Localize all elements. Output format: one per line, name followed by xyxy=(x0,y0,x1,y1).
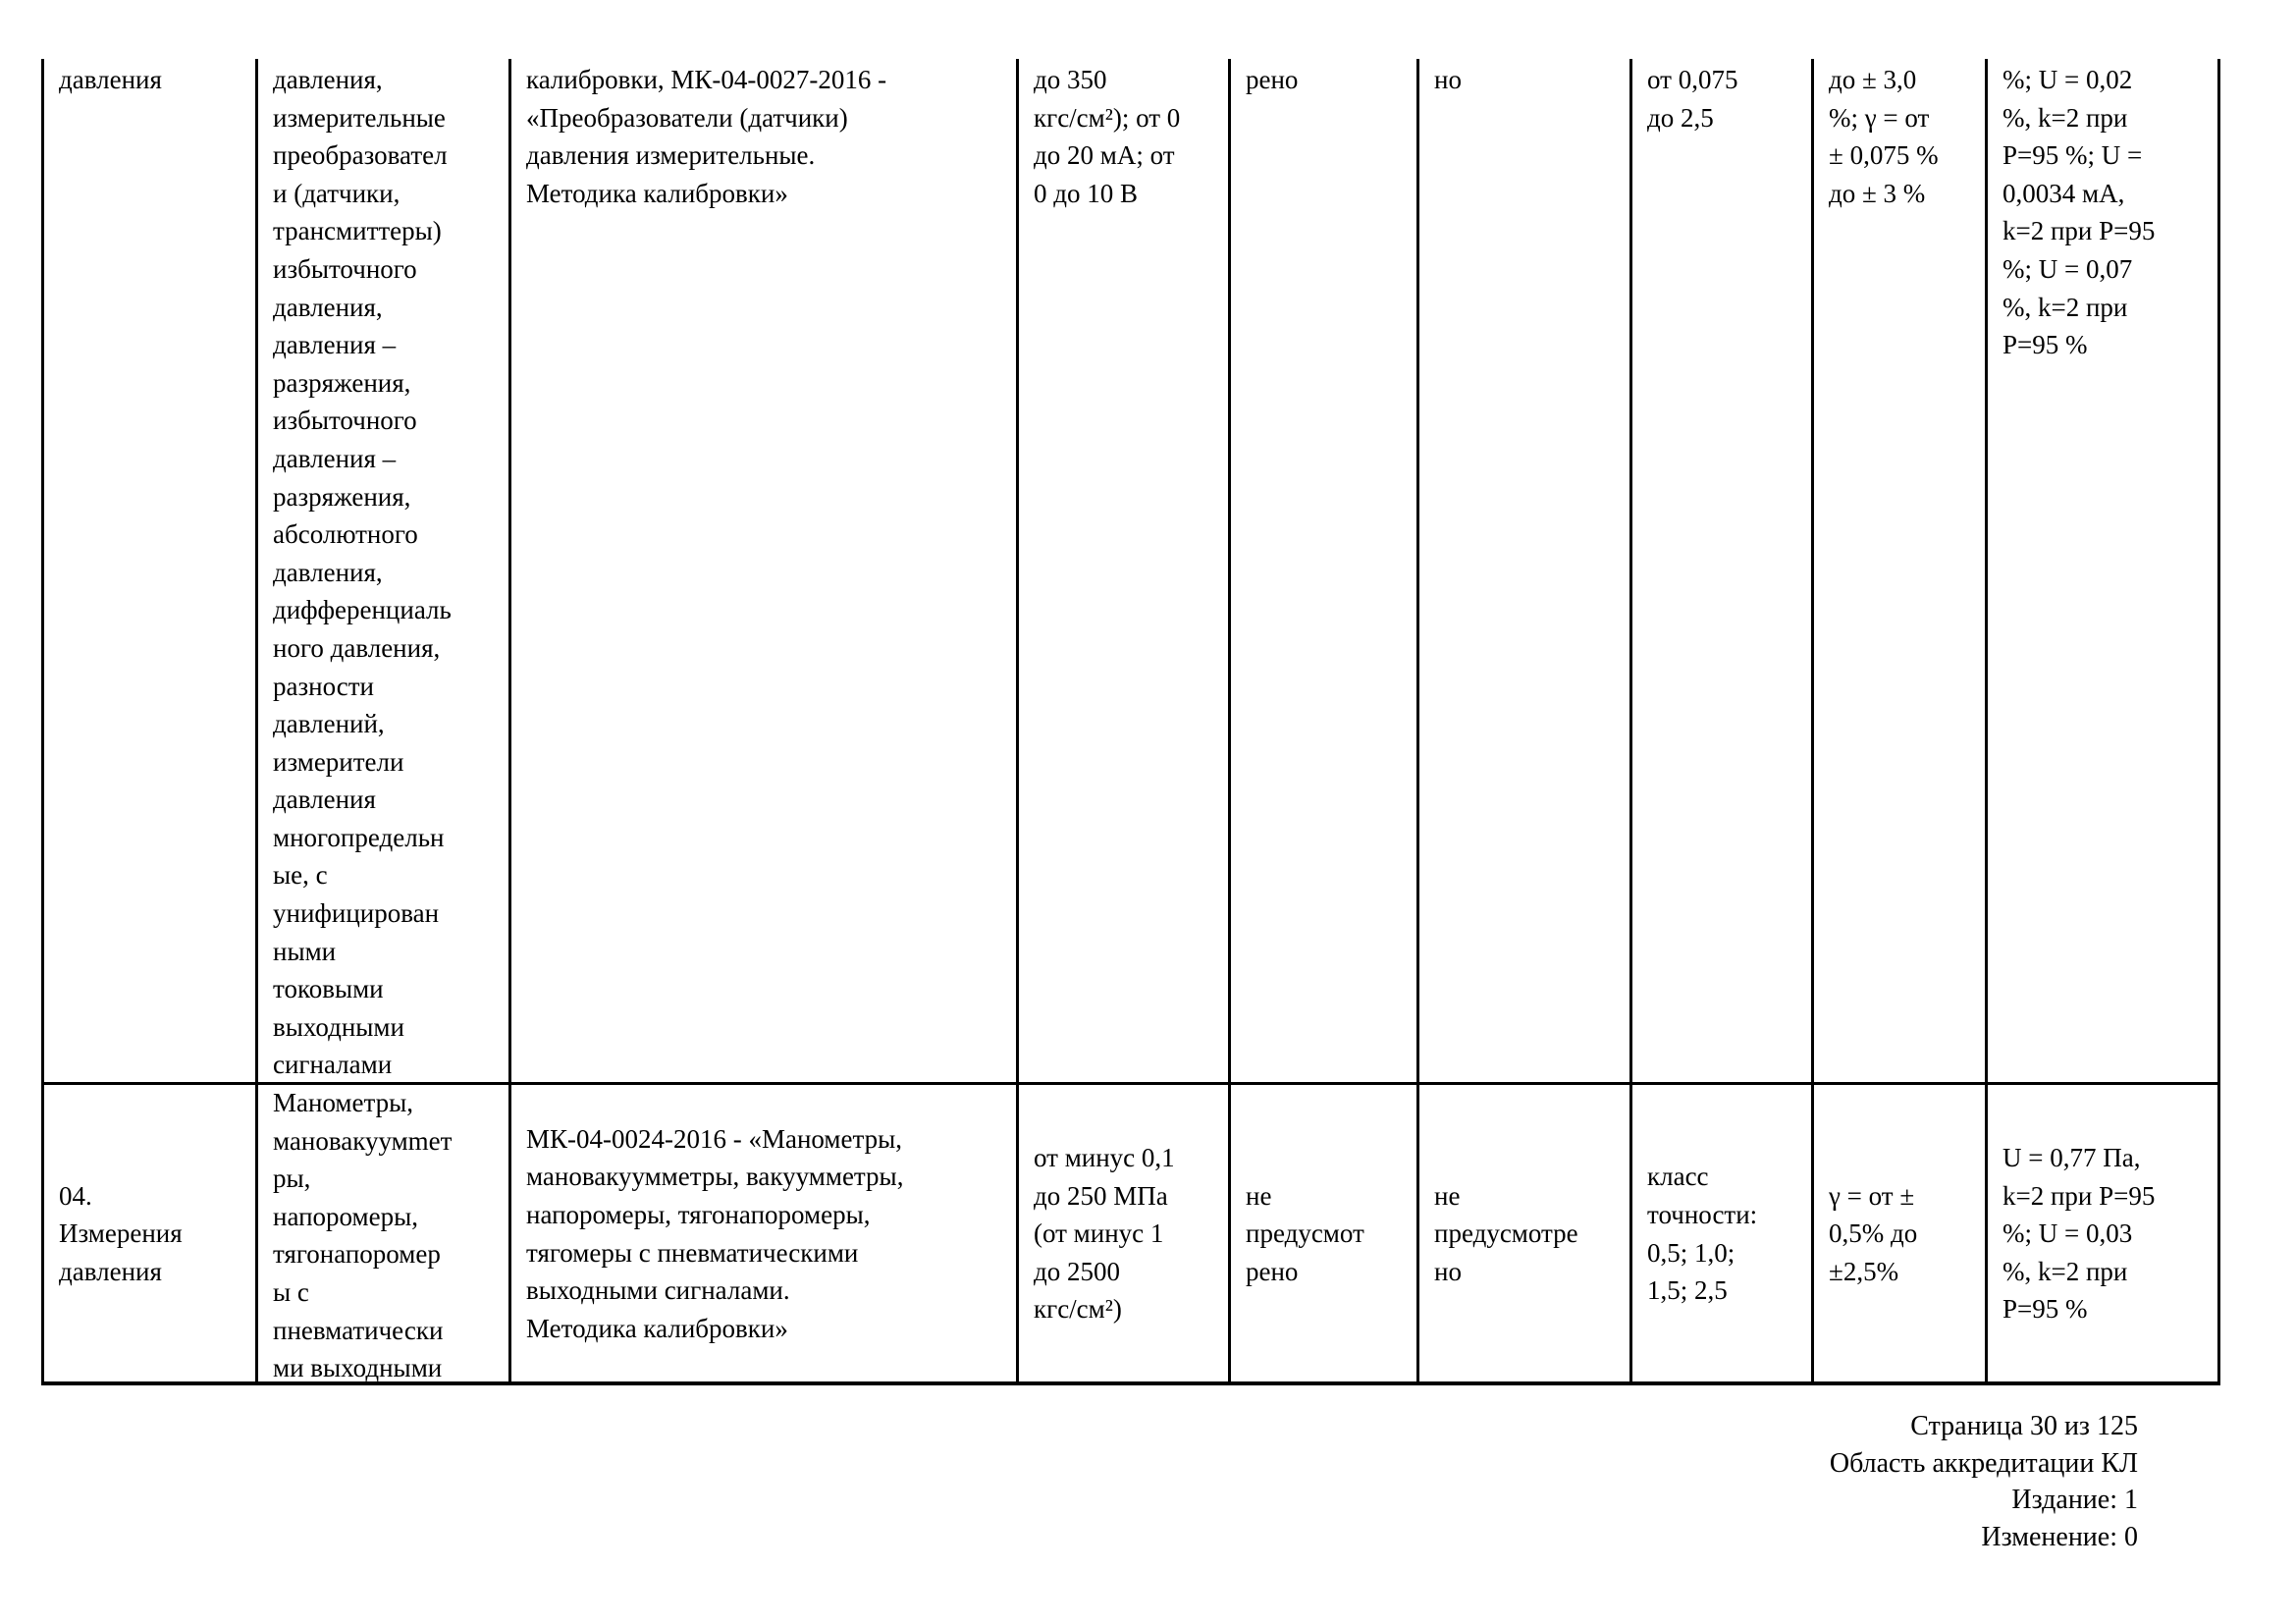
table-cell-col5 xyxy=(1231,1084,1416,1383)
table-cell-uncertainty xyxy=(1988,1084,2217,1383)
accreditation-table xyxy=(41,59,2217,1384)
cell-text: до 350 кгс/см²); от 0 до 20 мА; от 0 до 10 В xyxy=(1034,65,1181,208)
edition-number: Издание: 1 xyxy=(2011,1485,2138,1515)
cell-text: U = 0,77 Па, k=2 при P=95 %; U = 0,03 %, k=2 при P=95 % xyxy=(2002,1143,2156,1325)
cell-text: давления xyxy=(59,65,162,94)
cell-text: от 0,075 до 2,5 xyxy=(1647,65,1738,133)
table-border-right xyxy=(2217,59,2220,1384)
cell-text: от минус 0,1 до 250 МПа (от минус 1 до 2500 кгс/см²) xyxy=(1034,1143,1175,1325)
table-cell-area xyxy=(44,1084,255,1383)
table-cell-method xyxy=(511,59,1016,1082)
cell-text: Манометры, мановакуумmет ры, напоромеры, тягонапоромер ы с пневматически ми выходными xyxy=(273,1088,453,1383)
cell-text: давления, измерительные преобразовател и (датчики, трансмиттеры) избыточного давления, давления – разряжения, избыточного давления – разряжения, абсолютного давления, дифференциаль ного давления, разности давлений, измерители давления многопредельн ые, с унифицирован ными токовыми выходными сигналами xyxy=(273,65,452,1080)
table-cell-range xyxy=(1019,59,1228,1082)
table-cell-method xyxy=(511,1084,1016,1383)
cell-text: %; U = 0,02 %, k=2 при P=95 %; U = 0,0034 мА, k=2 при P=95 %; U = 0,07 %, k=2 при P=95 % xyxy=(2002,65,2156,360)
table-cell-class xyxy=(1632,59,1811,1082)
cell-text: но xyxy=(1434,65,1462,94)
document-scope: Область аккредитации КЛ xyxy=(1829,1447,2138,1479)
table-cell-col5 xyxy=(1231,59,1416,1082)
cell-text: не предусмотре но xyxy=(1434,1180,1578,1286)
table-cell-col6 xyxy=(1419,1084,1629,1383)
cell-text: не предусмот рено xyxy=(1246,1180,1364,1286)
table-cell-uncertainty xyxy=(1988,59,2217,1082)
table-cell-error xyxy=(1814,1084,1985,1383)
cell-text: класс точности: 0,5; 1,0; 1,5; 2,5 xyxy=(1647,1162,1758,1306)
cell-text: до ± 3,0 %; γ = от ± 0,075 % до ± 3 % xyxy=(1829,65,1939,208)
cell-text: калибровки, МК-04-0027-2016 - «Преобразователи (датчики) давления измерительные. Методика калибровки» xyxy=(526,65,887,208)
cell-text: рено xyxy=(1246,65,1299,94)
cell-text: 04. Измерения давления xyxy=(59,1180,183,1286)
table-cell-object xyxy=(258,59,508,1082)
table-cell-col6 xyxy=(1419,59,1629,1082)
cell-text: МК-04-0024-2016 - «Манометры, мановакуумметры, вакуумметры, напоромеры, тягонапоромеры, тягомеры с пневматическими выходными сигналами. Методика калибровки» xyxy=(526,1123,904,1343)
table-cell-error xyxy=(1814,59,1985,1082)
table-cell-class xyxy=(1632,1084,1811,1383)
table-cell-object xyxy=(258,1084,508,1383)
cell-text: γ = от ± 0,5% до ±2,5% xyxy=(1829,1180,1918,1286)
table-cell-range xyxy=(1019,1084,1228,1383)
table-cell-area xyxy=(44,59,255,1082)
page-number: Страница 30 из 125 xyxy=(1910,1411,2138,1441)
page-footer xyxy=(1830,1408,2138,1555)
change-number: Изменение: 0 xyxy=(1981,1521,2138,1552)
